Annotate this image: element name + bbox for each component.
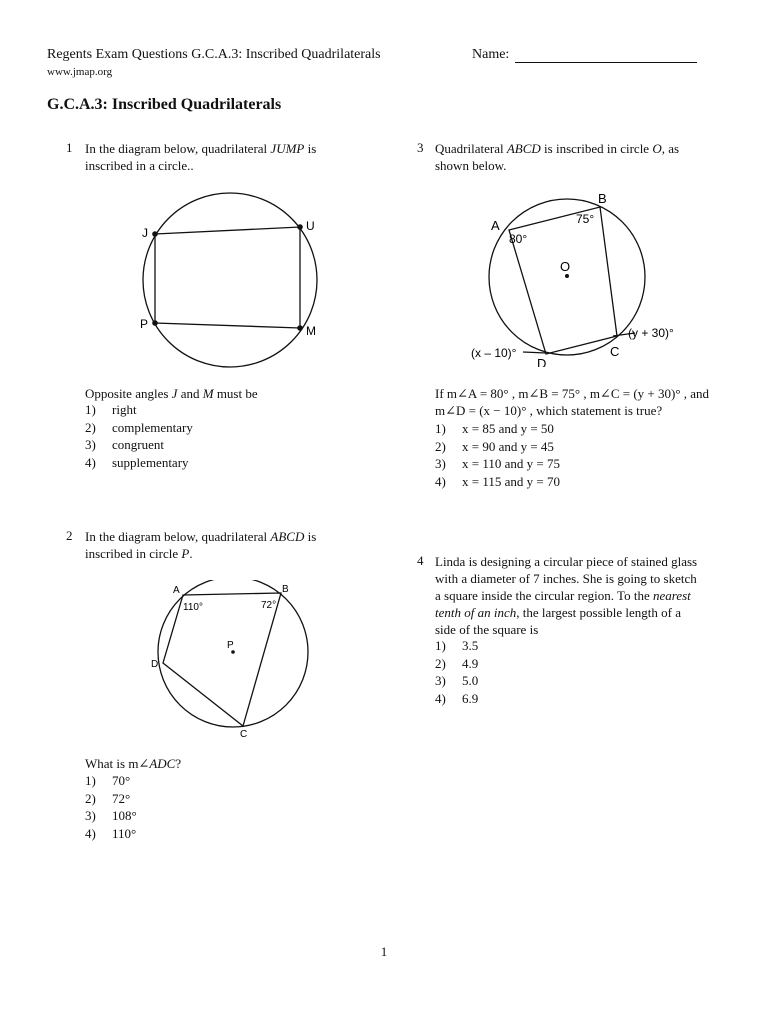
choice: 1) right — [85, 402, 137, 417]
name-blank-line — [515, 62, 697, 63]
vertex-label-p: P — [140, 317, 149, 331]
vertex-label-d: D — [537, 356, 547, 367]
choice: 2) complementary — [85, 419, 193, 435]
page-number: 1 — [380, 944, 388, 959]
question-prompt: What is m∠ADC? — [85, 756, 182, 771]
question-number: 4 — [417, 553, 424, 568]
choice: 3) 108° — [85, 808, 137, 823]
vertex-label-c: C — [240, 729, 248, 740]
choice: 4) 6.9 — [435, 690, 479, 706]
inscribed-quadrilateral-abcd-circle-p-diagram — [148, 580, 323, 745]
choice: 4) 110° — [85, 825, 137, 841]
inscribed-quadrilateral-abcd-circle-o-diagram — [465, 187, 715, 367]
answer-choices — [85, 772, 137, 842]
question-text: Quadrilateral ABCD is inscribed in circle O, as shown below. — [435, 141, 680, 173]
angle-a-label: 110° — [183, 602, 203, 613]
answer-choices — [435, 420, 560, 490]
choice: 1) x = 85 and y = 50 — [435, 421, 554, 436]
center-label-o: O — [560, 259, 571, 274]
choice: 4) supplementary — [85, 454, 189, 470]
choice: 3) congruent — [85, 437, 164, 452]
vertex-label-b: B — [282, 584, 289, 595]
angle-b-label: 72° — [261, 600, 277, 611]
choice: 1) 70° — [85, 773, 131, 788]
inscribed-quadrilateral-jump-diagram — [130, 180, 330, 380]
question-number: 3 — [417, 140, 424, 155]
answer-choices — [85, 401, 193, 471]
question-text: In the diagram below, quadrilateral ABCD is inscribed in circle P. — [85, 529, 317, 561]
website-url: www.jmap.org — [47, 66, 113, 78]
center-label-p: P — [227, 640, 234, 651]
vertex-label-a: A — [491, 218, 500, 233]
worksheet-title: Regents Exam Questions G.C.A.3: Inscribed Quadrilaterals — [47, 47, 381, 62]
question-number: 2 — [66, 528, 73, 543]
question-prompt: Opposite angles J and M must be — [85, 386, 258, 401]
answer-choices — [435, 637, 478, 707]
angle-d-label: (x – 10)° — [471, 346, 517, 360]
question-text: In the diagram below, quadrilateral JUMP is inscribed in a circle.. — [85, 141, 317, 173]
vertex-label-j: J — [142, 226, 148, 240]
vertex-label-d: D — [151, 659, 159, 670]
vertex-label-a: A — [173, 585, 180, 596]
vertex-label-u: U — [306, 219, 315, 233]
choice: 1) 3.5 — [435, 638, 479, 653]
angle-c-label: (y + 30)° — [628, 326, 674, 340]
choice: 4) x = 115 and y = 70 — [435, 473, 560, 489]
vertex-label-m: M — [306, 324, 316, 338]
choice: 3) 5.0 — [435, 673, 479, 688]
vertex-label-c: C — [610, 344, 620, 359]
question-prompt: If m∠A = 80° , m∠B = 75° , m∠C = (y + 30)° , and m∠D = (x − 10)° , which statement is true? — [435, 386, 710, 418]
choice: 3) x = 110 and y = 75 — [435, 456, 560, 471]
question-number: 1 — [66, 140, 73, 155]
vertex-label-b: B — [598, 191, 607, 206]
choice: 2) x = 90 and y = 45 — [435, 438, 554, 454]
angle-a-label: 80° — [509, 232, 528, 246]
choice: 2) 72° — [85, 790, 131, 806]
section-title: G.C.A.3: Inscribed Quadrilaterals — [47, 96, 282, 113]
angle-b-label: 75° — [576, 212, 595, 226]
question-text: Linda is designing a circular piece of stained glass with a diameter of 7 inches. She is going to sketch a square inside the circular region. To the nearest tenth of an inch, the largest possible length of a side of the square is — [435, 554, 698, 637]
choice: 2) 4.9 — [435, 655, 479, 671]
name-label: Name: — [472, 47, 510, 62]
